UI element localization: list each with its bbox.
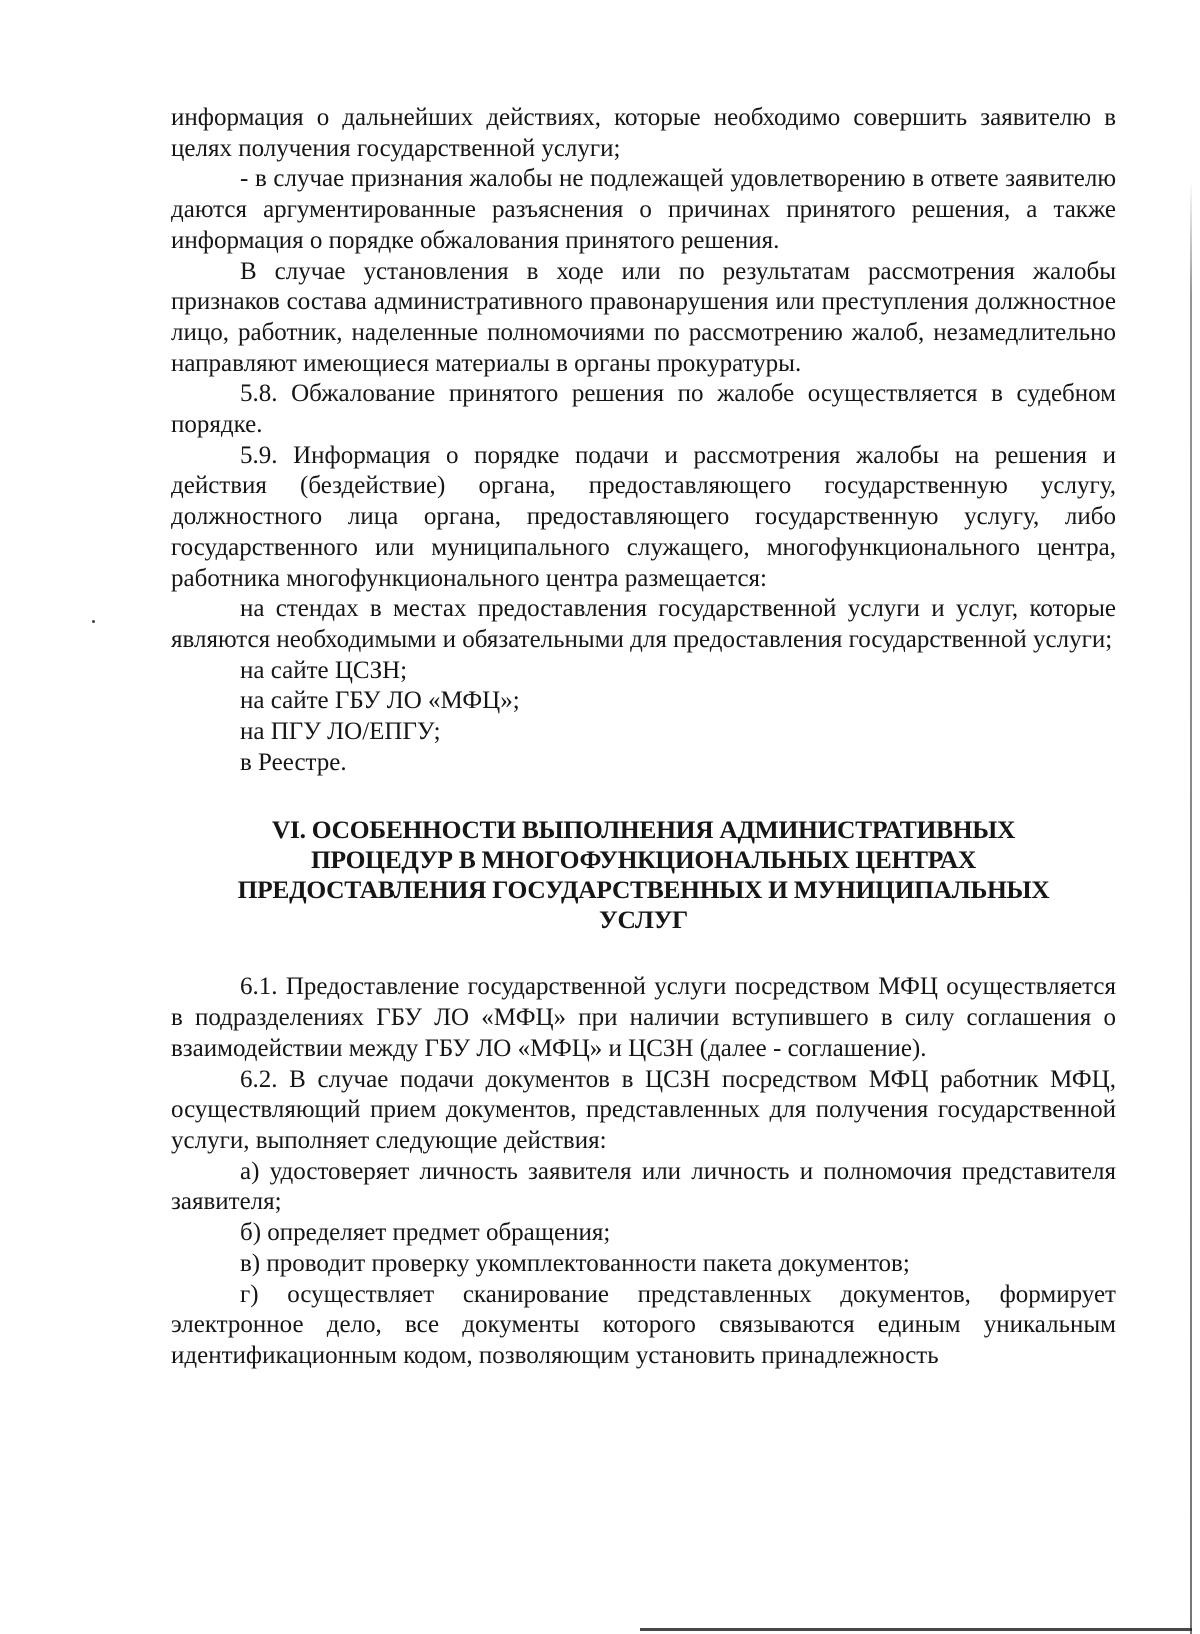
- paragraph: 6.2. В случае подачи документов в ЦСЗН посредством МФЦ работник МФЦ, осуществляющий прием документов, представленных для получения государственной услуги, выполняет следующие действия:: [171, 1065, 1116, 1154]
- section-heading: [171, 815, 1116, 935]
- document-body: [171, 103, 1116, 1372]
- paragraph: 6.1. Предоставление государственной услуги посредством МФЦ осуществляется в подразделениях ГБУ ЛО «МФЦ» при наличии вступившего в силу соглашения о взаимодействии между ГБУ ЛО «МФЦ» и ЦСЗН (далее - соглашение).: [171, 973, 1116, 1062]
- section-heading-line: VI. ОСОБЕННОСТИ ВЫПОЛНЕНИЯ АДМИНИСТРАТИВНЫХ: [271, 815, 1016, 845]
- paragraph: 5.8. Обжалование принятого решения по жалобе осуществляется в судебном порядке.: [171, 380, 1116, 439]
- paragraph: б) определяет предмет обращения;: [240, 1219, 611, 1247]
- scan-edge-right: [1190, 180, 1192, 1634]
- paragraph: - в случае признания жалобы не подлежащей удовлетворению в ответе заявителю даются аргументированные разъяснения о причинах принятого решения, а также информация о порядке обжалования принятого решения.: [171, 165, 1116, 254]
- list-item: в Реестре.: [240, 748, 347, 776]
- paragraph: на стендах в местах предоставления государственной услуги и услуг, которые являются необходимыми и обязательными для предоставления государственной услуги;: [171, 595, 1116, 653]
- section-heading-line: УСЛУГ: [599, 905, 688, 935]
- spacer: [171, 935, 1116, 972]
- scan-edge-bottom: [640, 1628, 1192, 1631]
- paragraph: в) проводит проверку укомплектованности пакета документов;: [240, 1249, 910, 1277]
- paragraph: г) осуществляет сканирование представленных документов, формирует электронное дело, все документы которого связываются единым уникальным идентификационным кодом, позволяющим установить принадлежность: [171, 1280, 1116, 1369]
- paragraph: информация о дальнейших действиях, которые необходимо совершить заявителю в целях получения государственной услуги;: [171, 104, 1116, 162]
- paragraph: В случае установления в ходе или по результатам рассмотрения жалобы признаков состава административного правонарушения или преступления должностное лицо, работник, наделенные полномочиями по рассмотрению жалоб, незамедлительно направляют имеющиеся материалы в органы прокуратуры.: [171, 257, 1116, 377]
- list-item: на сайте ГБУ ЛО «МФЦ»;: [240, 687, 520, 715]
- scan-speck: [92, 620, 95, 623]
- paragraph: 5.9. Информация о порядке подачи и рассмотрения жалобы на решения и действия (бездействие) органа, предоставляющего государственную услугу, должностного лица органа, предоставляющего государственную услугу, либо государственного или муниципального служащего, многофункционального центра, работника многофункционального центра размещается:: [171, 441, 1116, 592]
- section-heading-line: ПРЕДОСТАВЛЕНИЯ ГОСУДАРСТВЕННЫХ И МУНИЦИПАЛЬНЫХ: [237, 875, 1050, 905]
- list-item: на сайте ЦСЗН;: [240, 656, 408, 684]
- paragraph: а) удостоверяет личность заявителя или личность и полномочия представителя заявителя;: [171, 1157, 1116, 1216]
- section-heading-line: ПРОЦЕДУР В МНОГОФУНКЦИОНАЛЬНЫХ ЦЕНТРАХ: [310, 845, 977, 875]
- list-item: на ПГУ ЛО/ЕПГУ;: [240, 718, 441, 746]
